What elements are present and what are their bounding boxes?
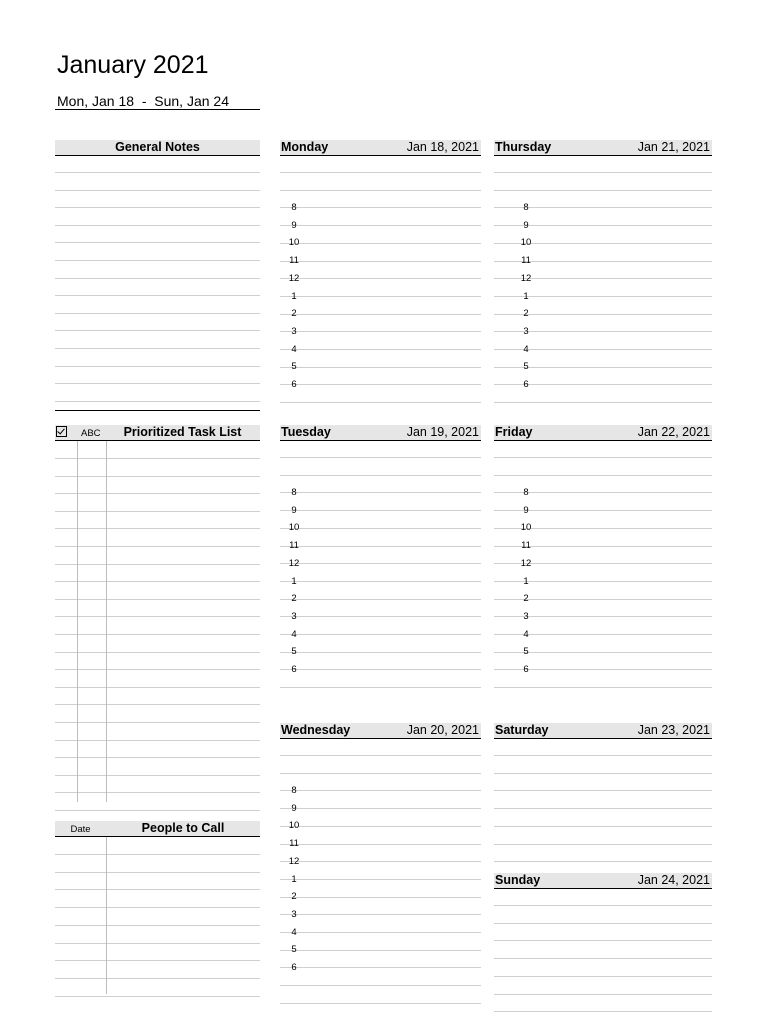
task-line — [55, 493, 260, 494]
hour-label: 8 — [291, 202, 297, 213]
people-to-call-header — [55, 821, 260, 837]
hour-label: 12 — [288, 272, 300, 284]
day-line — [280, 985, 481, 986]
day-line — [280, 826, 481, 827]
hour-label: 11 — [521, 255, 531, 267]
people-line — [55, 978, 260, 979]
day-name: Sunday — [495, 873, 541, 887]
day-line — [280, 861, 481, 862]
hour-label: 6 — [291, 962, 297, 973]
note-line — [55, 313, 260, 314]
people-line — [55, 996, 260, 997]
people-line — [55, 854, 260, 855]
day-line — [280, 932, 481, 933]
day-line — [494, 402, 712, 403]
hour-label: 6 — [523, 664, 529, 675]
people-line — [55, 907, 260, 908]
hour-label: 8 — [291, 487, 297, 498]
day-line — [494, 773, 712, 774]
day-line — [280, 897, 481, 898]
day-line — [494, 976, 712, 977]
task-list-header — [55, 425, 260, 441]
day-line — [494, 755, 712, 756]
hour-label: 2 — [291, 593, 297, 605]
hour-label: 3 — [523, 325, 529, 337]
hour-label: 9 — [291, 219, 297, 231]
day-line — [280, 773, 481, 774]
day-line — [494, 808, 712, 809]
day-name: Friday — [495, 425, 533, 439]
note-line — [55, 190, 260, 191]
note-line — [55, 295, 260, 296]
people-date-divider — [106, 837, 107, 994]
day-line — [280, 652, 481, 653]
hour-label: 9 — [291, 802, 297, 814]
task-line — [55, 722, 260, 723]
hour-label: 2 — [523, 308, 529, 320]
people-line — [55, 943, 260, 944]
day-line — [280, 314, 481, 315]
hour-label: 11 — [289, 838, 299, 850]
people-line — [55, 960, 260, 961]
day-line — [494, 844, 712, 845]
hour-label: 12 — [520, 272, 532, 284]
note-line — [55, 330, 260, 331]
hour-label: 5 — [523, 646, 529, 658]
day-line — [494, 172, 712, 173]
day-name: Monday — [281, 140, 329, 154]
hour-label: 6 — [523, 379, 529, 390]
note-line — [55, 260, 260, 261]
hour-label: 1 — [291, 873, 297, 885]
day-header-sunday — [494, 873, 712, 889]
day-line — [494, 923, 712, 924]
day-line — [280, 914, 481, 915]
day-line — [494, 940, 712, 941]
day-line — [280, 687, 481, 688]
hour-label: 8 — [291, 785, 297, 796]
task-line — [55, 616, 260, 617]
hour-label: 10 — [288, 522, 300, 534]
day-line — [280, 190, 481, 191]
day-line — [494, 687, 712, 688]
day-line — [280, 331, 481, 332]
note-line — [55, 172, 260, 173]
day-line — [280, 349, 481, 350]
hour-label: 10 — [520, 522, 532, 534]
day-line — [494, 861, 712, 862]
note-line — [55, 366, 260, 367]
day-line — [494, 826, 712, 827]
hour-label: 5 — [291, 944, 297, 956]
day-header-monday — [280, 140, 481, 156]
hour-label: 5 — [291, 646, 297, 658]
day-line — [280, 844, 481, 845]
hour-label: 8 — [523, 487, 529, 498]
hour-label: 2 — [291, 308, 297, 320]
note-line — [55, 383, 260, 384]
task-line — [55, 704, 260, 705]
task-line — [55, 511, 260, 512]
hour-label: 1 — [291, 290, 297, 302]
task-line — [55, 652, 260, 653]
day-line — [280, 581, 481, 582]
day-line — [280, 367, 481, 368]
hour-label: 9 — [523, 504, 529, 516]
day-date: Jan 24, 2021 — [637, 873, 710, 887]
day-line — [494, 1011, 712, 1012]
day-line — [280, 528, 481, 529]
hour-label: 4 — [523, 628, 529, 640]
day-line — [280, 546, 481, 547]
task-line — [55, 775, 260, 776]
day-line — [494, 457, 712, 458]
day-line — [280, 563, 481, 564]
hour-label: 12 — [288, 557, 300, 569]
day-line — [280, 384, 481, 385]
day-line — [280, 599, 481, 600]
task-priority-divider — [77, 441, 78, 802]
hour-label: 2 — [523, 593, 529, 605]
day-line — [280, 879, 481, 880]
day-line — [280, 755, 481, 756]
hour-label: 11 — [289, 540, 299, 552]
note-line — [55, 225, 260, 226]
note-line — [55, 278, 260, 279]
task-line — [55, 792, 260, 793]
day-line — [280, 1003, 481, 1004]
day-name: Saturday — [495, 723, 549, 737]
day-header-tuesday — [280, 425, 481, 441]
day-line — [280, 808, 481, 809]
task-line — [55, 669, 260, 670]
hour-label: 5 — [523, 361, 529, 373]
hour-label: 4 — [291, 343, 297, 355]
hour-label: 9 — [291, 504, 297, 516]
day-line — [280, 475, 481, 476]
notes-bottom-rule — [55, 410, 260, 411]
people-line — [55, 889, 260, 890]
hour-label: 4 — [291, 628, 297, 640]
task-line — [55, 634, 260, 635]
task-line — [55, 476, 260, 477]
general-notes-header — [55, 140, 260, 156]
hour-label: 1 — [523, 290, 529, 302]
day-line — [280, 492, 481, 493]
task-line — [55, 546, 260, 547]
day-header-friday — [494, 425, 712, 441]
day-name: Wednesday — [281, 723, 351, 737]
hour-label: 3 — [291, 908, 297, 920]
hour-label: 9 — [523, 219, 529, 231]
day-line — [280, 225, 481, 226]
people-line — [55, 872, 260, 873]
task-line — [55, 599, 260, 600]
people-date-label: Date — [70, 824, 91, 835]
day-line — [280, 207, 481, 208]
task-line — [55, 757, 260, 758]
page-title: January 2021 — [57, 51, 209, 79]
day-line — [280, 261, 481, 262]
day-line — [280, 457, 481, 458]
day-line — [280, 669, 481, 670]
hour-label: 5 — [291, 361, 297, 373]
day-line — [280, 278, 481, 279]
day-line — [494, 790, 712, 791]
day-date: Jan 23, 2021 — [637, 723, 710, 737]
hour-label: 6 — [291, 664, 297, 675]
task-line — [55, 581, 260, 582]
day-line — [280, 967, 481, 968]
hour-label: 1 — [523, 575, 529, 587]
hour-label: 11 — [289, 255, 299, 267]
day-line — [280, 402, 481, 403]
hour-label: 10 — [520, 237, 532, 249]
hour-label: 6 — [291, 379, 297, 390]
task-line — [55, 458, 260, 459]
day-line — [280, 243, 481, 244]
day-date: Jan 22, 2021 — [637, 425, 710, 439]
hour-label: 2 — [291, 891, 297, 903]
hour-label: 4 — [291, 926, 297, 938]
hour-label: 3 — [291, 325, 297, 337]
task-line — [55, 528, 260, 529]
day-name: Tuesday — [281, 425, 331, 439]
day-date: Jan 18, 2021 — [406, 140, 479, 154]
general-notes-title: General Notes — [115, 140, 200, 154]
task-line — [55, 740, 260, 741]
day-line — [280, 616, 481, 617]
day-date: Jan 19, 2021 — [406, 425, 479, 439]
day-line — [494, 190, 712, 191]
note-line — [55, 401, 260, 402]
note-line — [55, 242, 260, 243]
day-line — [494, 905, 712, 906]
day-name: Thursday — [495, 140, 552, 154]
day-date: Jan 21, 2021 — [637, 140, 710, 154]
day-line — [494, 475, 712, 476]
week-range: Mon, Jan 18 - Sun, Jan 24 — [57, 93, 229, 109]
hour-label: 3 — [291, 610, 297, 622]
hour-label: 10 — [288, 237, 300, 249]
day-header-thursday — [494, 140, 712, 156]
task-line — [55, 564, 260, 565]
hour-label: 1 — [291, 575, 297, 587]
hour-label: 12 — [288, 855, 300, 867]
hour-label: 8 — [523, 202, 529, 213]
hour-label: 11 — [521, 540, 531, 552]
day-line — [494, 958, 712, 959]
day-date: Jan 20, 2021 — [406, 723, 479, 737]
task-abc-divider — [106, 441, 107, 802]
note-line — [55, 207, 260, 208]
hour-label: 10 — [288, 820, 300, 832]
day-line — [280, 790, 481, 791]
day-line — [280, 296, 481, 297]
hour-label: 3 — [523, 610, 529, 622]
task-line — [55, 810, 260, 811]
hour-label: 12 — [520, 557, 532, 569]
people-to-call-title: People to Call — [141, 821, 225, 835]
note-line — [55, 348, 260, 349]
day-line — [494, 994, 712, 995]
checkbox-icon — [56, 426, 67, 437]
hour-label: 4 — [523, 343, 529, 355]
week-range-underline — [55, 109, 260, 110]
task-line — [55, 687, 260, 688]
day-line — [280, 634, 481, 635]
day-line — [280, 950, 481, 951]
day-header-saturday — [494, 723, 712, 739]
day-line — [280, 172, 481, 173]
task-abc-label: ABC — [81, 428, 101, 439]
task-list-title: Prioritized Task List — [123, 425, 242, 439]
day-line — [280, 510, 481, 511]
people-line — [55, 925, 260, 926]
day-header-wednesday — [280, 723, 481, 739]
